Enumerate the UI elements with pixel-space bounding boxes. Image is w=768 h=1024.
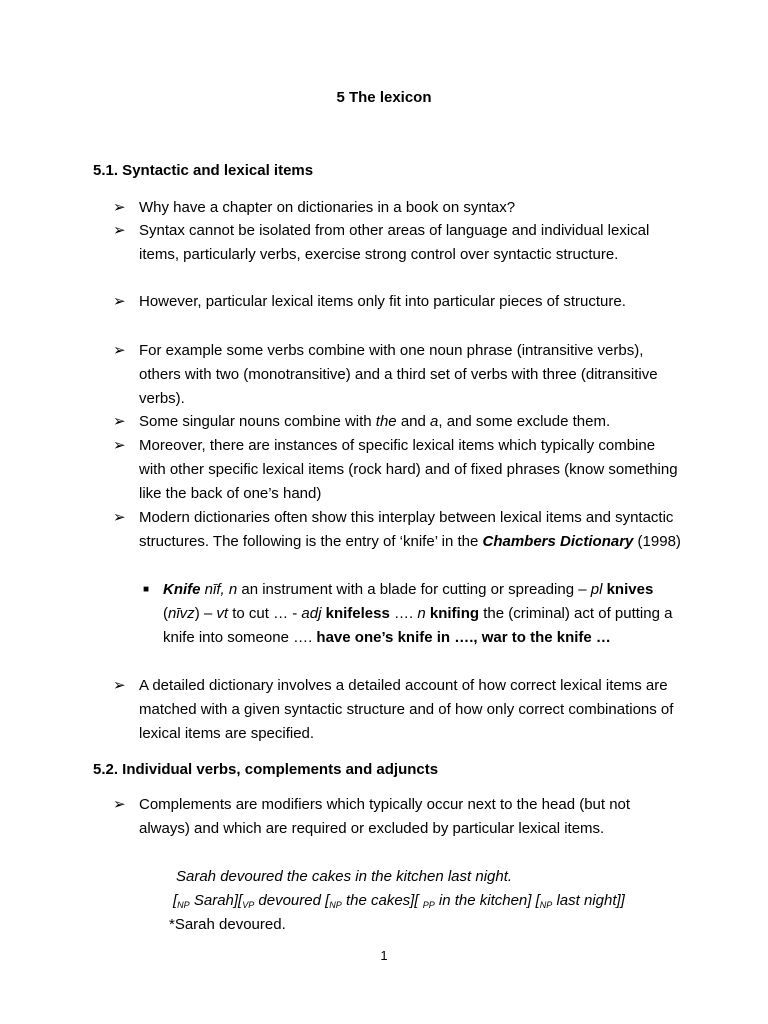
list-item: ➢ Why have a chapter on dictionaries in a book on syntax? <box>113 196 683 220</box>
list-item: ➢ However, particular lexical items only fit into particular pieces of structure. <box>113 290 683 314</box>
page-number: 1 <box>380 948 388 963</box>
arrow-bullet-icon: ➢ <box>113 342 126 359</box>
arrow-bullet-icon: ➢ <box>113 509 126 526</box>
list-item: ➢ Modern dictionaries often show this interplay between lexical items and syntactic structures. The following is the entry of ‘knife’ in the Chambers Dictionary (1998) <box>113 506 683 554</box>
list-item: ➢ Complements are modifiers which typically occur next to the head (but not always) and which are required or excluded by particular lexical items. <box>113 793 683 841</box>
list-item: ➢ Syntax cannot be isolated from other areas of language and individual lexical items, particularly verbs, exercise strong control over syntactic structure. <box>113 219 683 267</box>
arrow-bullet-icon: ➢ <box>113 796 126 813</box>
example-bracketing: [$_{NP}$ $Sarah][_{VP}$ devoured [$_{NP}$ the cakes][ $_{PP}$ in the kitchen] [$_{NP}$ last night]] <box>173 892 625 910</box>
arrow-bullet-icon: ➢ <box>113 222 126 239</box>
list-item: ➢ Some singular nouns combine with the and a, and some exclude them. <box>113 410 683 434</box>
section-heading-5-1: 5.1. Syntactic and lexical items <box>93 162 314 179</box>
list-item: ➢ Moreover, there are instances of specific lexical items which typically combine with other specific lexical items (rock hard) and of fixed phrases (know something like the back of one’s hand) <box>113 434 683 506</box>
chapter-title: 5 The lexicon <box>336 89 432 106</box>
arrow-bullet-icon: ➢ <box>113 677 126 694</box>
dictionary-entry: ■ Knife nīf, n an instrument with a blade for cutting or spreading – pl knives (nīvz) – vt to cut … - adj knifeless …. n knifing the (criminal) act of putting a knife into someone …. have one’s knife in …., war to the knife … <box>143 578 683 650</box>
arrow-bullet-icon: ➢ <box>113 413 126 430</box>
arrow-bullet-icon: ➢ <box>113 437 126 454</box>
arrow-bullet-icon: ➢ <box>113 199 126 216</box>
square-bullet-icon: ■ <box>143 584 150 595</box>
ungrammatical-example: *Sarah devoured. <box>169 916 286 933</box>
list-item: ➢ A detailed dictionary involves a detailed account of how correct lexical items are matched with a given syntactic structure and of how only correct combinations of lexical items are specified. <box>113 674 683 746</box>
arrow-bullet-icon: ➢ <box>113 293 126 310</box>
list-item: ➢ For example some verbs combine with one noun phrase (intransitive verbs), others with two (monotransitive) and a third set of verbs with three (ditransitive verbs). <box>113 339 683 411</box>
section-heading-5-2: 5.2. Individual verbs, complements and adjuncts <box>93 761 439 778</box>
example-sentence: Sarah devoured the cakes in the kitchen last night. <box>176 868 513 885</box>
